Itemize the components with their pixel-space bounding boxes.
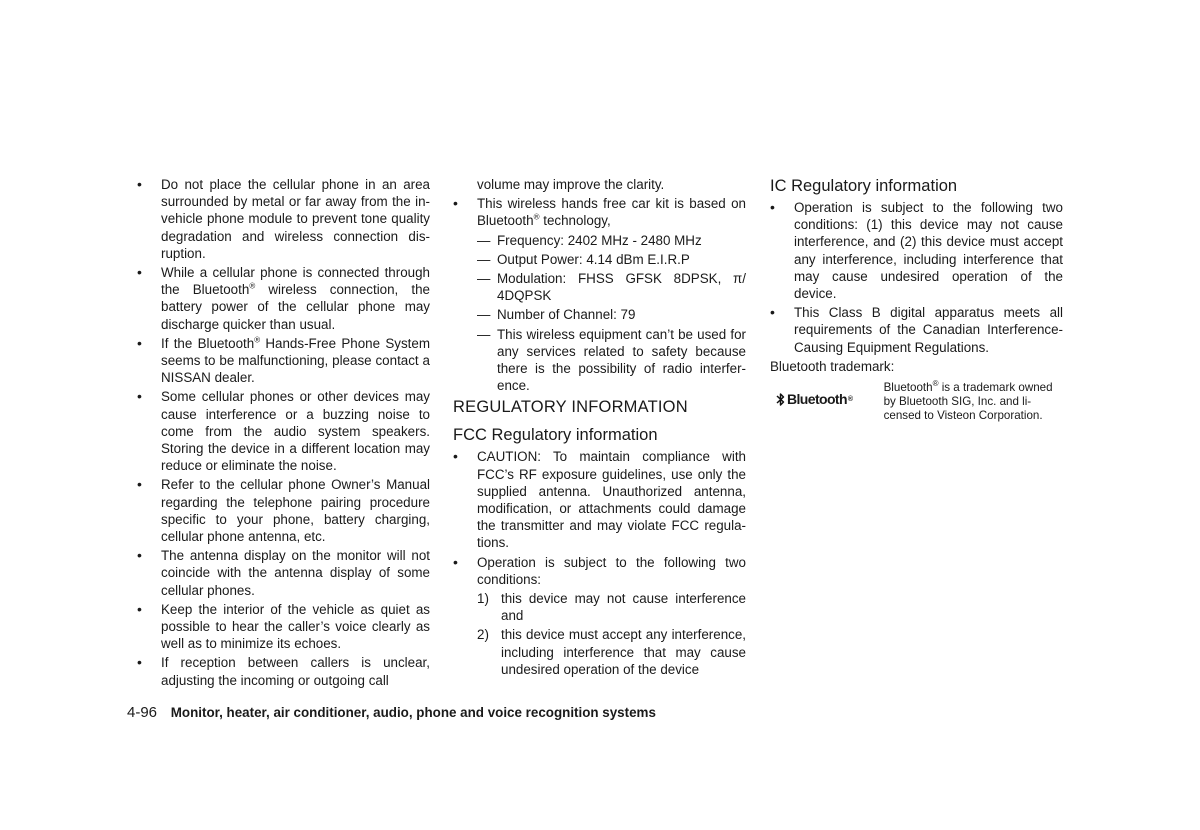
section-heading-regulatory: REGULATORY INFORMATION — [453, 398, 688, 417]
bullet-item — [137, 335, 430, 387]
bullet-item: • Refer to the cellular phone Owner’s Manual regarding the telephone pairing procedure specific to your phone, battery charging, cellular phone antenna, etc. — [137, 476, 430, 545]
bullet-item: • Some cellular phones or other devices may cause interference or a buzzing noise to come from the audio system speakers. Storing the device in a different location may reduce or eliminate the noise. — [137, 388, 430, 474]
item-text: this device must accept any interference, including interference that may cause undesired operation of the device — [501, 627, 746, 677]
trademark-notice — [884, 381, 1063, 424]
bullet-text: technology, — [539, 213, 611, 229]
bullet-item — [137, 264, 430, 333]
trademark-label: Bluetooth trademark: — [770, 358, 895, 374]
bluetooth-rune-icon — [776, 392, 785, 407]
trademark-text: Bluetooth — [883, 381, 933, 395]
bullet-item: • Do not place the cellular phone in an area surrounded by metal or far away from the in-vehicle phone module to prevent tone quality degradation and wireless connection dis-ruption. — [137, 176, 430, 262]
registered-mark: ® — [249, 281, 256, 291]
bullet-text: Hands-Free Phone System seems to be malfunctioning, please contact a NISSAN dealer. — [161, 335, 430, 386]
registered-mark: ® — [254, 335, 261, 345]
page-footer — [127, 704, 656, 722]
trademark-mark: ® — [847, 396, 853, 404]
bluetooth-logo-text: Bluetooth — [787, 391, 847, 408]
bullet-item: • CAUTION: To maintain compliance with FCC’s RF exposure guidelines, use only the supplied antenna. Unauthorized antenna, modification, or attachments could damage the transmitter and may violate FCC regula-tions. — [453, 448, 746, 551]
item-number: 1) — [477, 591, 489, 607]
spec-item-frequency: — Frequency: 2402 MHz - 2480 MHz — [453, 232, 746, 249]
numbered-item — [453, 626, 746, 678]
bullet-item: • If reception between callers is unclear, adjusting the incoming or outgoing call — [137, 654, 430, 688]
column-right — [770, 176, 1063, 424]
spec-item-output-power: — Output Power: 4.14 dBm E.I.R.P — [453, 251, 746, 268]
item-text: this device may not cause interference and — [501, 591, 746, 624]
item-number: 2) — [477, 627, 489, 643]
registered-mark: ® — [533, 212, 540, 222]
numbered-item — [453, 590, 746, 624]
subsection-heading-fcc: FCC Regulatory information — [453, 426, 658, 445]
chapter-title: Monitor, heater, air conditioner, audio, phone and voice recognition systems — [170, 705, 656, 720]
trademark-text: is a trademark owned by Bluetooth SIG, Inc. and li-censed to Visteon Corporation. — [883, 381, 1053, 423]
bullet-item: • Operation is subject to the following two conditions: (1) this device may not cause interference, and (2) this device must accept any interference, including interference that may cause undesired operation of the device. — [770, 199, 1063, 302]
continued-text: volume may improve the clarity. — [477, 177, 665, 192]
column-left — [137, 176, 430, 691]
bullet-text: If the Bluetooth — [161, 335, 255, 351]
bullet-text: This wireless hands free car kit is based on Bluetooth — [477, 196, 746, 229]
bullet-text: wireless connection, the battery power of the cellular phone may discharge quicker than usual. — [161, 282, 430, 332]
bullet-item: • Operation is subject to the following two conditions: — [453, 554, 746, 588]
bluetooth-logo — [776, 391, 854, 408]
bullet-item: • This Class B digital apparatus meets all requirements of the Canadian Interference-Causing Equipment Regulations. — [770, 304, 1063, 356]
trademark-block — [770, 381, 1063, 424]
bullet-item: • The antenna display on the monitor will not coincide with the antenna display of some cellular phones. — [137, 547, 430, 599]
spec-item-safety-note: — This wireless equipment can’t be used for any services related to safety because there is the possibility of radio interfer-ence. — [453, 326, 746, 395]
registered-mark: ® — [932, 379, 939, 389]
spec-item-modulation: — Modulation: FHSS GFSK 8DPSK, π/ 4DQPSK — [453, 270, 746, 304]
column-middle — [453, 176, 746, 680]
bullet-item — [453, 195, 746, 229]
spec-item-channels: — Number of Channel: 79 — [453, 306, 746, 323]
bullet-text: While a cellular phone is connected through the Bluetooth — [161, 265, 430, 298]
bullet-item: • Keep the interior of the vehicle as quiet as possible to hear the caller’s voice clearly as well as to minimize its echoes. — [137, 601, 430, 653]
page-number: 4-96 — [127, 704, 158, 721]
subsection-heading-ic: IC Regulatory information — [770, 177, 958, 195]
